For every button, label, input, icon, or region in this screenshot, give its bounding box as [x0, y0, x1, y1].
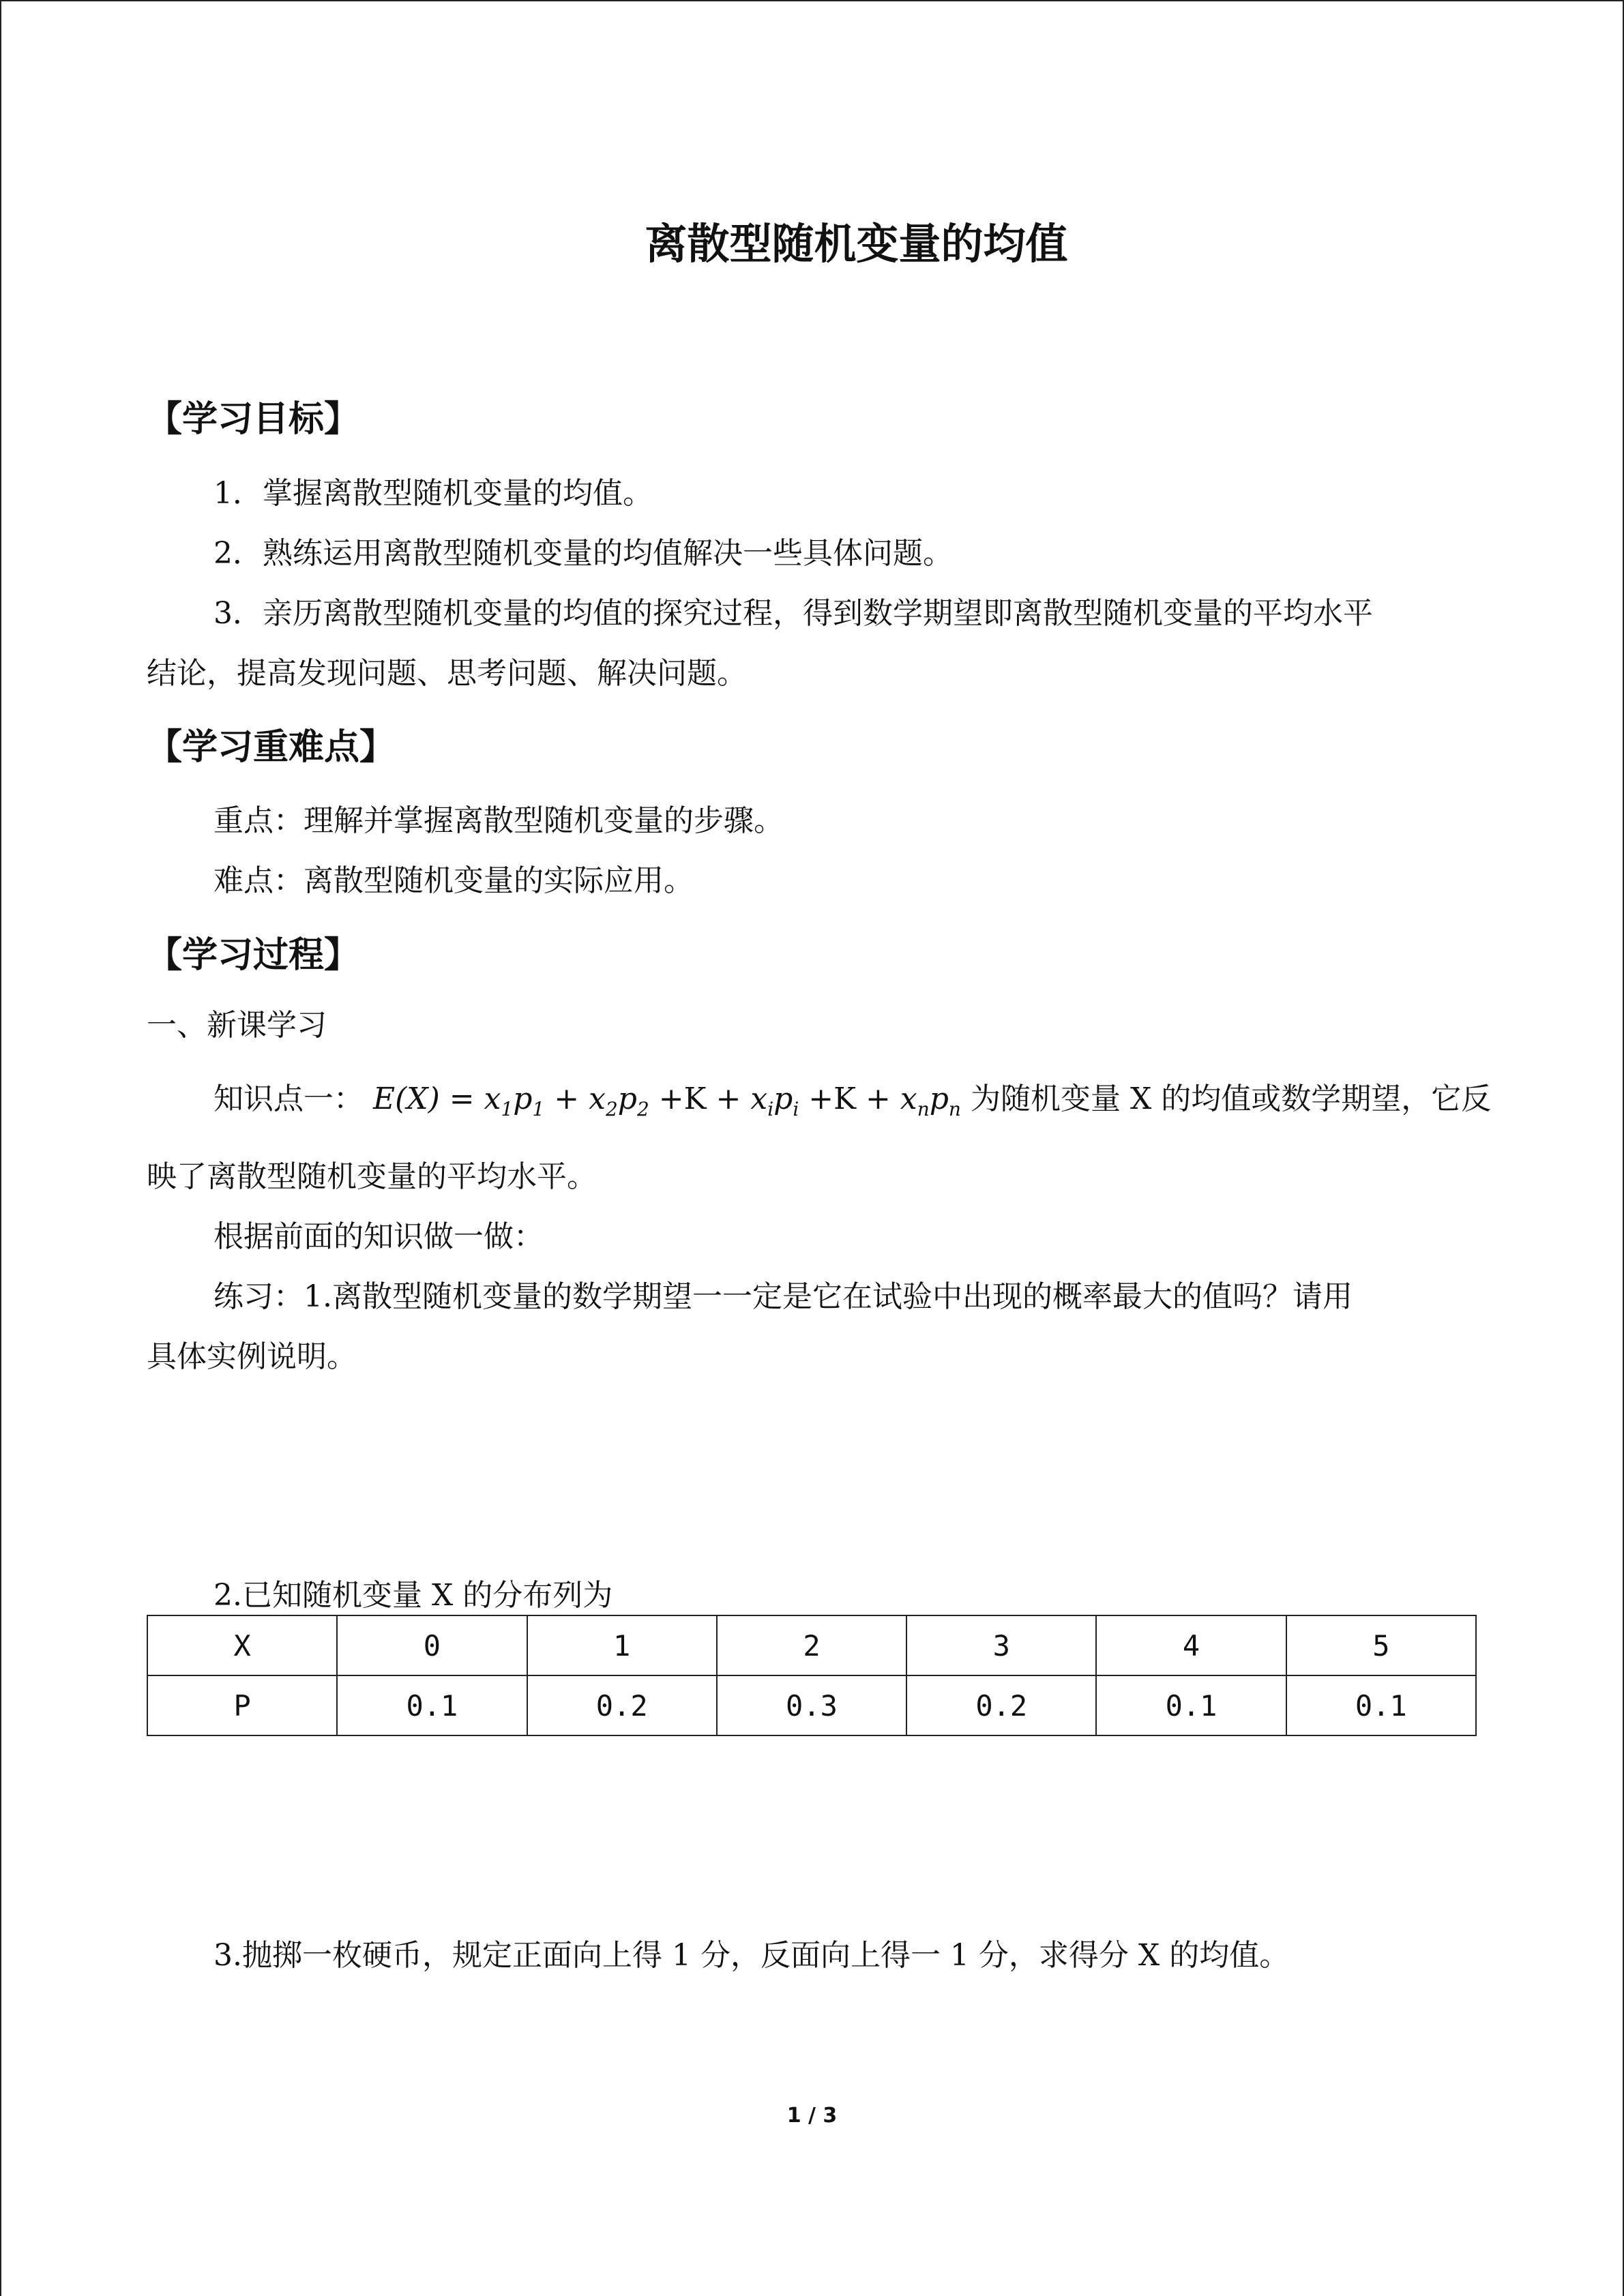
formula-xi: x [750, 1082, 768, 1116]
exercise-3: 3.抛掷一枚硬币，规定正面向上得 1 分，反面向上得一 1 分，求得分 X 的均值。 [213, 1938, 1290, 1973]
table-cell: X [147, 1615, 337, 1675]
table-cell: 2 [717, 1615, 906, 1675]
formula-xn: x [900, 1082, 917, 1116]
formula-plus-3: + [706, 1082, 751, 1116]
formula-plus-5: + [856, 1082, 900, 1116]
formula-x1: x [484, 1082, 501, 1116]
formula-lhs: E(X) = [373, 1082, 484, 1116]
formula-xn-sub: n [917, 1097, 930, 1120]
formula-p2-sub: 2 [636, 1097, 649, 1120]
table-cell: 0.2 [527, 1675, 717, 1735]
distribution-table [147, 1615, 1477, 1736]
table-cell: 4 [1096, 1615, 1286, 1675]
new-lesson-subheading: 一、新课学习 [147, 1008, 327, 1043]
table-cell: 0.3 [717, 1675, 906, 1735]
table-cell: P [147, 1675, 337, 1735]
practice-prompt: 根据前面的知识做一做： [213, 1219, 544, 1254]
formula-xi-sub: i [767, 1097, 774, 1120]
knowledge-point-line [213, 1084, 1491, 1119]
objectives-heading: 【学习目标】 [147, 399, 360, 440]
knowledge-line-2: 映了离散型随机变量的平均水平。 [147, 1159, 597, 1194]
formula-pi-sub: i [793, 1097, 799, 1120]
exercise-1-line-1: 练习：1.离散型随机变量的数学期望一一定是它在试验中出现的概率最大的值吗？请用 [213, 1279, 1353, 1314]
table-cell: 0.1 [1286, 1675, 1476, 1735]
objective-item-1: 1．掌握离散型随机变量的均值。 [213, 476, 653, 511]
knowledge-label: 知识点一： [213, 1082, 364, 1116]
formula-p1-sub: 1 [532, 1097, 545, 1120]
table-cell: 0.1 [1096, 1675, 1286, 1735]
exercise-2: 2.已知随机变量 X 的分布列为 [213, 1578, 613, 1613]
formula-plus-2: + [649, 1082, 684, 1116]
formula-x1-sub: 1 [501, 1097, 514, 1120]
expectation-formula [373, 1082, 971, 1120]
objective-item-3-continued: 结论，提高发现问题、思考问题、解决问题。 [147, 656, 747, 691]
difficulty-text: 难点：离散型随机变量的实际应用。 [213, 863, 694, 898]
table-cell: 1 [527, 1615, 717, 1675]
formula-pi: p [773, 1082, 793, 1116]
key-points-heading: 【学习重难点】 [147, 727, 396, 768]
page-number: 1 / 3 [786, 2104, 838, 2128]
table-cell: 5 [1286, 1615, 1476, 1675]
table-cell: 0.1 [337, 1675, 527, 1735]
table-cell: 0.2 [906, 1675, 1096, 1735]
exercise-1-line-2: 具体实例说明。 [147, 1339, 357, 1374]
formula-pn-sub: n [948, 1097, 961, 1120]
table-row [147, 1675, 1476, 1735]
formula-p2: p [617, 1082, 637, 1116]
formula-x2: x [589, 1082, 606, 1116]
process-heading: 【学习过程】 [147, 935, 360, 976]
formula-pn: p [929, 1082, 949, 1116]
objective-item-2: 2．熟练运用离散型随机变量的均值解决一些具体问题。 [213, 536, 953, 571]
table-cell: 3 [906, 1615, 1096, 1675]
formula-p1: p [513, 1082, 533, 1116]
objective-item-3: 3．亲历离散型随机变量的均值的探究过程，得到数学期望即离散型随机变量的平均水平 [213, 596, 1373, 631]
formula-ellipsis-1: K [683, 1082, 707, 1116]
table-cell: 0 [337, 1615, 527, 1675]
formula-plus-1: + [544, 1082, 589, 1116]
table-row [147, 1615, 1476, 1675]
formula-ellipsis-2: K [833, 1082, 857, 1116]
knowledge-after-text: 为随机变量 X 的均值或数学期望，它反 [970, 1082, 1492, 1116]
page-title: 离散型随机变量的均值 [645, 219, 1068, 269]
formula-plus-4: + [799, 1082, 834, 1116]
focus-text: 重点：理解并掌握离散型随机变量的步骤。 [213, 803, 784, 838]
formula-x2-sub: 2 [605, 1097, 618, 1120]
